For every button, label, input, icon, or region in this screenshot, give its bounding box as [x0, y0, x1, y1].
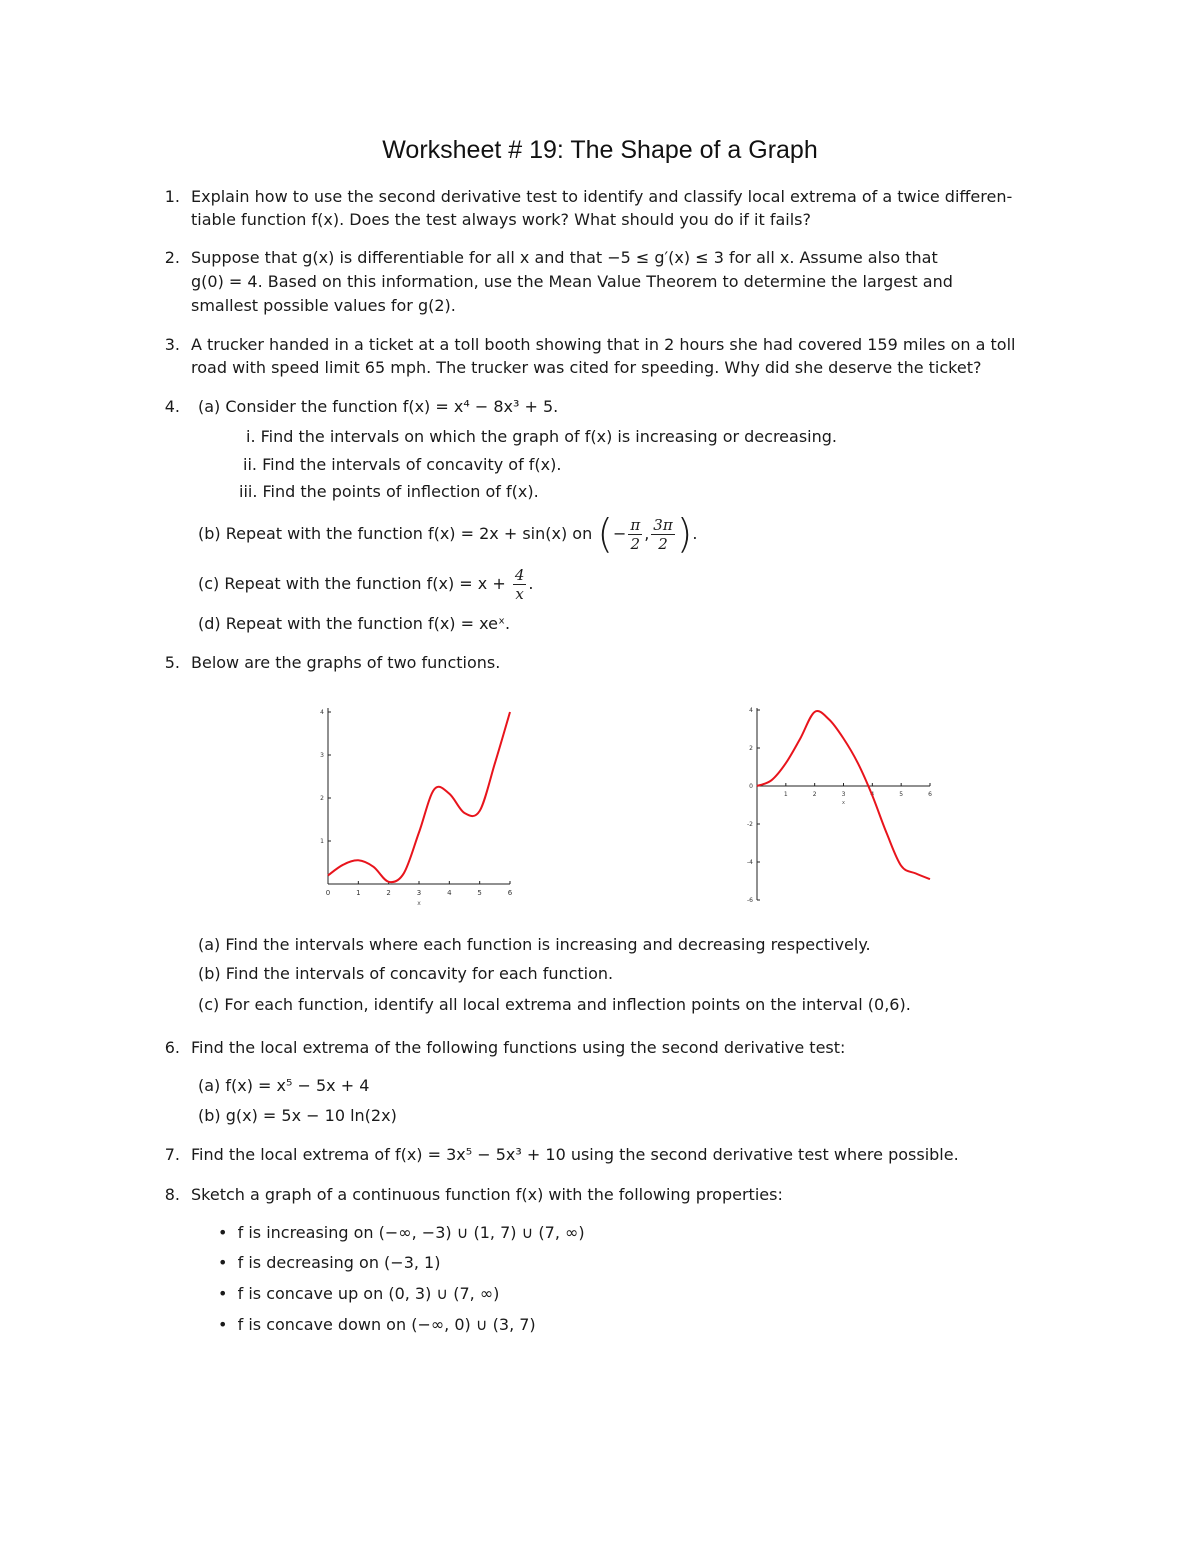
- y-tick-label: 0: [749, 783, 753, 790]
- problem-3-number: 3.: [164, 335, 180, 354]
- problem-5a: (a) Find the intervals where each function is increasing and decreasing respectively.: [198, 935, 871, 954]
- problem-8-number: 8.: [164, 1185, 180, 1204]
- problem-8-bullet-3: [218, 1283, 499, 1305]
- problem-3-line-1: A trucker handed in a ticket at a toll booth showing that in 2 hours she had covered 159 miles on a toll: [191, 335, 1016, 354]
- problem-6a: (a) f(x) = x⁵ − 5x + 4: [198, 1076, 370, 1095]
- problem-8-bullet-2: [218, 1252, 440, 1274]
- problem-4c-frac-num: 4: [514, 566, 525, 584]
- problem-8-bullet-4-text: f is concave down on (−∞, 0) ∪ (3, 7): [237, 1315, 536, 1334]
- bullet-dot-icon: •: [218, 1253, 228, 1272]
- y-tick-label: -6: [747, 897, 753, 904]
- x-tick-label: 4: [870, 791, 875, 798]
- problem-5c: (c) For each function, identify all local extrema and inflection points on the interval (0,6).: [198, 995, 911, 1014]
- problem-4b-frac-1-num: π: [630, 516, 641, 534]
- problem-4d: (d) Repeat with the function f(x) = xeˣ.: [198, 614, 511, 633]
- problem-4c-period: .: [528, 574, 534, 593]
- graph-1: [300, 700, 530, 915]
- problem-4a: (a) Consider the function f(x) = x⁴ − 8x³ + 5.: [198, 397, 559, 416]
- problem-2-line-3: smallest possible values for g(2).: [191, 296, 456, 315]
- problem-2-line-2: g(0) = 4. Based on this information, use the Mean Value Theorem to determine the largest and: [191, 272, 953, 291]
- problem-4b: [198, 512, 697, 562]
- x-tick-label: 3: [841, 791, 846, 798]
- problem-4b-comma: ,: [644, 524, 650, 543]
- problem-4b-text: (b) Repeat with the function f(x) = 2x + sin(x) on: [198, 524, 593, 543]
- problem-1-line-2: tiable function f(x). Does the test always work? What should you do if it fails?: [191, 210, 811, 229]
- problem-4b-minus: −: [612, 524, 627, 543]
- problem-2-line-1: Suppose that g(x) is differentiable for all x and that −5 ≤ g′(x) ≤ 3 for all x. Assume also that: [191, 248, 938, 267]
- y-tick-label: 1: [320, 838, 324, 845]
- y-tick-label: -4: [747, 859, 753, 866]
- problem-5-intro: Below are the graphs of two functions.: [191, 653, 501, 672]
- y-tick-label: 2: [320, 795, 324, 802]
- problem-4c-text: (c) Repeat with the function f(x) = x +: [198, 574, 506, 593]
- x-tick-label: 0: [325, 889, 331, 897]
- problem-4b-frac-1: [628, 516, 642, 553]
- problem-8-bullet-4: [218, 1314, 536, 1336]
- problem-4a-ii: ii. Find the intervals of concavity of f(x).: [243, 455, 562, 474]
- bullet-dot-icon: •: [218, 1284, 228, 1303]
- y-tick-label: 2: [749, 745, 753, 752]
- problem-6-intro: Find the local extrema of the following functions using the second derivative test:: [191, 1038, 846, 1057]
- problem-6-number: 6.: [164, 1038, 180, 1057]
- problem-4b-period: .: [692, 524, 698, 543]
- problem-4b-frac-2: [651, 516, 674, 553]
- y-tick-label: 4: [749, 707, 753, 714]
- y-tick-label: 3: [320, 752, 324, 759]
- graph-2: [730, 700, 950, 915]
- problem-4b-frac-2-num: 3π: [653, 516, 673, 534]
- problem-4b-frac-1-den: 2: [630, 535, 641, 553]
- x-tick-label: 6: [507, 889, 513, 897]
- x-tick-label: 2: [386, 889, 391, 897]
- problem-1-line-1: Explain how to use the second derivative test to identify and classify local extrema of a twice differen-: [191, 187, 1013, 206]
- problem-8-bullet-2-text: f is decreasing on (−3, 1): [237, 1253, 441, 1272]
- problem-4c: [198, 562, 533, 608]
- y-tick-label: 4: [320, 709, 324, 716]
- problem-4b-close-paren: ): [676, 511, 693, 558]
- problem-4b-frac-2-den: 2: [658, 535, 668, 553]
- problem-8-bullet-1: [218, 1222, 585, 1244]
- problem-8-intro: Sketch a graph of a continuous function f(x) with the following properties:: [191, 1185, 783, 1204]
- x-axis-label: x: [417, 900, 421, 907]
- problem-6b: (b) g(x) = 5x − 10 ln(2x): [198, 1106, 397, 1125]
- x-tick-label: 2: [812, 791, 817, 798]
- problem-4c-frac: [513, 566, 527, 603]
- x-tick-label: 3: [416, 889, 422, 897]
- problem-4c-frac-den: x: [515, 585, 524, 603]
- problem-1-number: 1.: [164, 187, 180, 206]
- problem-2-number: 2.: [164, 248, 180, 267]
- x-axis-label: x: [842, 800, 845, 806]
- x-tick-label: 1: [356, 889, 361, 897]
- problem-7-text: Find the local extrema of f(x) = 3x⁵ − 5x³ + 10 using the second derivative test where possible.: [191, 1145, 959, 1164]
- problem-7-number: 7.: [164, 1145, 180, 1164]
- problem-4b-open-paren: (: [597, 511, 613, 558]
- graph-1-curve: [328, 712, 510, 882]
- problem-5b: (b) Find the intervals of concavity for each function.: [198, 964, 614, 983]
- problem-3-line-2: road with speed limit 65 mph. The trucker was cited for speeding. Why did she deserve the ticket?: [191, 358, 982, 377]
- x-tick-label: 6: [928, 791, 932, 798]
- x-tick-label: 5: [477, 889, 482, 897]
- problem-5-number: 5.: [164, 653, 180, 672]
- problem-8-bullet-3-text: f is concave up on (0, 3) ∪ (7, ∞): [237, 1284, 500, 1303]
- problem-4-number: 4.: [164, 397, 180, 416]
- x-tick-label: 5: [899, 791, 904, 798]
- bullet-dot-icon: •: [218, 1223, 228, 1242]
- x-tick-label: 4: [447, 889, 452, 897]
- worksheet-title: Worksheet # 19: The Shape of a Graph: [382, 136, 818, 164]
- problem-8-bullet-1-text: f is increasing on (−∞, −3) ∪ (1, 7) ∪ (7, ∞): [237, 1223, 585, 1242]
- bullet-dot-icon: •: [218, 1315, 228, 1334]
- x-tick-label: 1: [783, 791, 788, 798]
- problem-4a-i: i. Find the intervals on which the graph of f(x) is increasing or decreasing.: [246, 427, 837, 446]
- y-tick-label: -2: [747, 821, 753, 828]
- problem-4a-iii: iii. Find the points of inflection of f(x).: [239, 482, 539, 501]
